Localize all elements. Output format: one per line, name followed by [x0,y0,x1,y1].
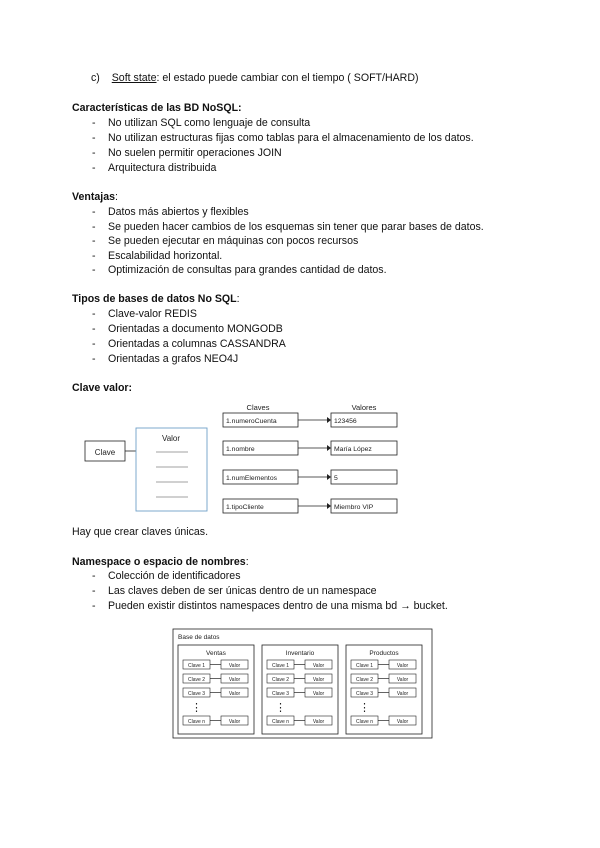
svg-text:Clave 1: Clave 1 [188,663,205,669]
list-item: - Pueden existir distintos namespaces dentro de una misma bd → bucket. [92,600,448,612]
soft-state-term: Soft state [111,72,157,84]
list-item: - Arquitectura distribuida [92,162,217,174]
list-item: - Se pueden ejecutar en máquinas con pocos recursos [92,235,359,247]
list-item: - No utilizan SQL como lenguaje de consulta [92,117,311,129]
list-item: - Clave-valor REDIS [92,308,197,320]
svg-text:Clave 2: Clave 2 [356,677,373,683]
svg-text:Valor: Valor [396,677,409,683]
svg-text:Inventario: Inventario [285,650,315,657]
svg-text:Clave 2: Clave 2 [188,677,205,683]
svg-text:Clave 3: Clave 3 [188,691,205,697]
database-label: Base de datos [178,634,220,641]
namespace-diagram [172,628,434,740]
svg-text:⋮: ⋮ [275,702,286,714]
svg-text:Valor: Valor [312,691,325,697]
clave-label: Clave [94,448,116,457]
list-item: - Orientadas a grafos NEO4J [92,353,239,365]
svg-text:Valor: Valor [228,677,241,683]
svg-text:Clave 2: Clave 2 [272,677,289,683]
svg-text:Valor: Valor [312,663,325,669]
list-item: - No suelen permitir operaciones JOIN [92,147,282,159]
svg-text:Valor: Valor [312,677,325,683]
svg-text:Valor: Valor [396,691,409,697]
svg-text:Clave 3: Clave 3 [272,691,289,697]
clave-valor-heading: Clave valor: [72,382,133,394]
svg-text:Valor: Valor [228,719,241,725]
key-cell: 1.numElementos [226,475,278,482]
namespace-inventario [262,645,338,734]
value-cell: María López [334,446,372,453]
list-item: - Las claves deben de ser únicas dentro de un namespace [92,585,377,597]
soft-state-line [91,71,419,85]
svg-text:Valor: Valor [396,719,409,725]
list-item: - Orientadas a columnas CASSANDRA [92,338,286,350]
namespace-productos [346,645,422,734]
tipos-heading: Tipos de bases de datos No SQL: [72,293,240,305]
namespace-heading: Namespace o espacio de nombres: [72,556,249,568]
valor-label: Valor [161,434,181,443]
svg-text:Ventas: Ventas [206,650,226,657]
list-item: - Orientadas a documento MONGODB [92,323,283,335]
svg-text:Clave 1: Clave 1 [272,663,289,669]
svg-text:Clave n: Clave n [356,719,373,725]
svg-text:Clave n: Clave n [188,719,205,725]
header-valores: Valores [351,403,377,412]
svg-text:Clave n: Clave n [272,719,289,725]
key-cell: 1.numeroCuenta [226,418,277,425]
clave-valor-diagram [80,400,420,520]
list-item: - Optimización de consultas para grandes cantidad de datos. [92,264,387,276]
value-cell: 5 [334,475,338,482]
svg-text:Valor: Valor [228,691,241,697]
ventajas-heading: Ventajas: [72,191,118,203]
key-cell: 1.tipoCliente [226,504,264,511]
value-cell: 123456 [334,418,357,425]
svg-text:Valor: Valor [312,719,325,725]
clave-valor-note: Hay que crear claves únicas. [72,526,209,538]
list-item: - No utilizan estructuras fijas como tablas para el almacenamiento de los datos. [92,132,474,144]
svg-text:Clave 3: Clave 3 [356,691,373,697]
list-item: - Colección de identificadores [92,570,241,582]
svg-text:Valor: Valor [396,663,409,669]
key-cell: 1.nombre [226,446,255,453]
list-marker: c) [91,72,100,84]
svg-text:⋮: ⋮ [191,702,202,714]
list-item: - Escalabilidad horizontal. [92,250,223,262]
svg-text:⋮: ⋮ [359,702,370,714]
svg-text:Productos: Productos [369,650,399,657]
svg-text:Valor: Valor [228,663,241,669]
value-cell: Miembro VIP [334,504,374,511]
list-item: - Se pueden hacer cambios de los esquemas sin tener que parar bases de datos. [92,221,484,233]
soft-state-text: : el estado puede cambiar con el tiempo ( SOFT/HARD) [156,72,419,84]
namespace-ventas [178,645,254,734]
caracteristicas-heading: Características de las BD NoSQL: [72,102,242,114]
svg-text:Clave 1: Clave 1 [356,663,373,669]
list-item: - Datos más abiertos y flexibles [92,206,249,218]
header-claves: Claves [246,403,270,412]
